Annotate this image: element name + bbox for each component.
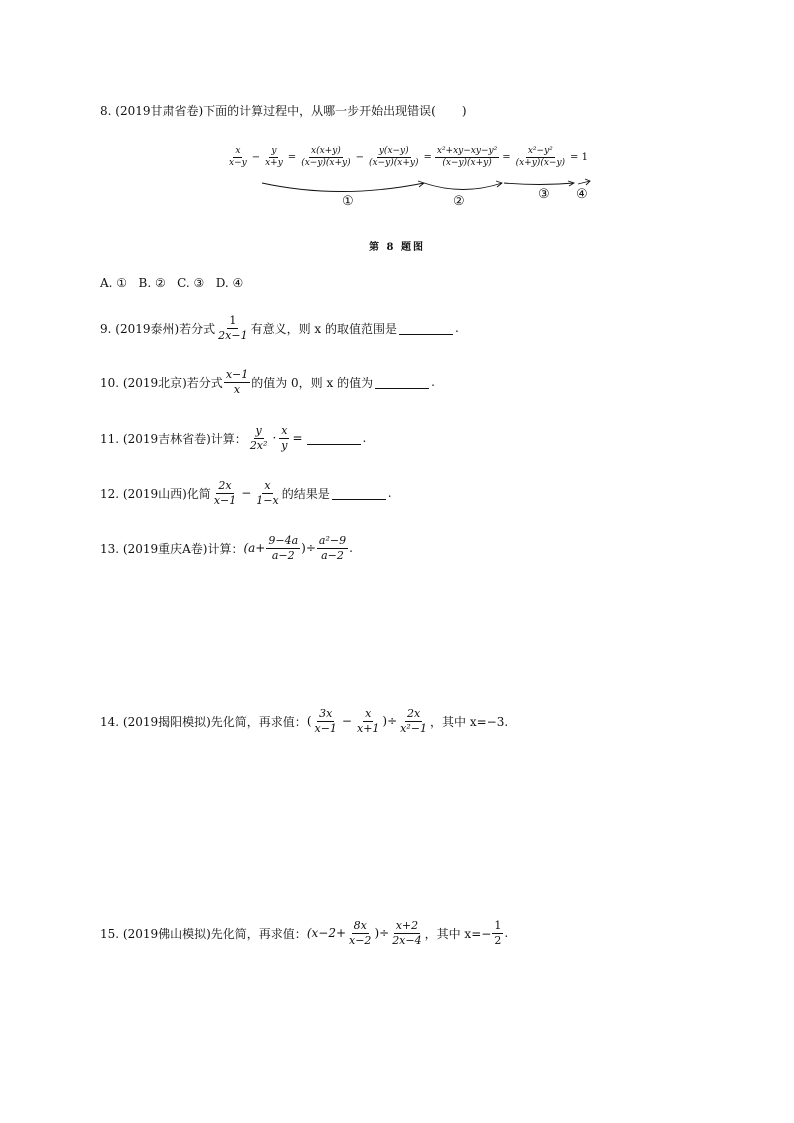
q9-text: 9. (2019泰州)若分式 [100, 321, 216, 336]
fraction: $\frac{2x}{\text{x²−1}}$ [400, 707, 427, 735]
q15-suffix: ，其中 x=− [424, 926, 492, 941]
q8-close: ) [461, 103, 467, 118]
q11: 11. (2019吉林省卷)计算： $\frac{y}{\text{2x²}}$ · $\frac{x}{y}$ = . [100, 424, 367, 452]
answer-blank[interactable] [399, 322, 453, 335]
answer-blank[interactable] [332, 487, 386, 500]
figure-caption: 第 8 题图 [369, 242, 425, 253]
fraction: $\frac{x-1}{x}$ [225, 368, 249, 396]
fraction: $\frac{y}{x+y}$ [265, 146, 283, 169]
q9: 9. (2019泰州)若分式 $\frac{1}{2x-1}$ 有意义，则 x 的取值范围是 . [100, 314, 459, 342]
fraction: $\frac{x+2}{2x-4}$ [392, 919, 422, 947]
q9-suffix: 有意义，则 x 的取值范围是 [250, 321, 397, 336]
result: = 1 [570, 152, 588, 164]
operator: = [502, 152, 511, 164]
q13: 13. (2019重庆A卷)计算： (a+ $\frac{9-4a}{a-2}$ )÷ $\frac{\text{a²−9}}{a-2}$ . [100, 534, 353, 562]
q14-text: 14. (2019揭阳模拟)先化简，再求值： [100, 714, 307, 729]
q15: 15. (2019佛山模拟)先化简，再求值： (x−2+ $\frac{8x}{x-2}$ )÷ $\frac{x+2}{2x-4}$ ，其中 x=− $\frac{1}{2}$ . [100, 919, 509, 947]
arrow-1 [262, 183, 424, 192]
answer-blank[interactable] [375, 376, 429, 389]
fraction: $\frac{2x}{x-1}$ [213, 479, 237, 507]
operator: = [423, 152, 432, 164]
fraction: $\frac{\text{a²−9}}{a-2}$ [318, 534, 347, 562]
fraction: $\frac{1}{2}$ [494, 919, 502, 947]
q8-options [100, 276, 243, 290]
fraction: $\frac{\text{x²+xy−xy−y²}}{(x-y)(x+y)}$ [436, 146, 498, 169]
q10-text: 10. (2019北京)若分式 [100, 375, 223, 390]
marker-1: ① [342, 194, 354, 209]
q13-text: 13. (2019重庆A卷)计算： [100, 541, 244, 556]
q12: 12. (2019山西)化简 $\frac{2x}{x-1}$ − $\frac{x}{1-x}$ 的结果是 . [100, 479, 392, 507]
q15-text: 15. (2019佛山模拟)先化简，再求值： [100, 926, 307, 941]
fraction: $\frac{x}{1-x}$ [256, 479, 279, 507]
fraction: $\frac{1}{2x-1}$ [218, 314, 248, 342]
arrow-2 [424, 183, 502, 190]
q14-suffix: ，其中 x=−3. [430, 714, 509, 729]
fraction: $\frac{9-4a}{a-2}$ [268, 534, 299, 562]
fraction: $\frac{\text{x²−y²}}{(x+y)(x-y)}$ [515, 146, 566, 169]
fraction: $\frac{y}{\text{2x²}}$ [249, 424, 268, 452]
q10: 10. (2019北京)若分式 $\frac{x-1}{x}$ 的值为 0，则 x 的值为 . [100, 368, 435, 396]
q10-suffix: 的值为 0，则 x 的值为 [251, 375, 374, 390]
marker-2: ② [453, 194, 465, 209]
fraction: $\frac{x}{x+1}$ [356, 707, 380, 735]
q11-text: 11. (2019吉林省卷)计算： [100, 431, 247, 446]
q8-text: 8. (2019甘肃省卷)下面的计算过程中，从哪一步开始出现错误( [100, 104, 436, 118]
marker-3: ③ [538, 187, 550, 202]
fraction: $\frac{3x}{x-1}$ [314, 707, 337, 735]
fraction: $\frac{x}{y}$ [281, 424, 288, 452]
fraction: $\frac{x}{x-y}$ [229, 146, 247, 169]
q14: 14. (2019揭阳模拟)先化简，再求值： ( $\frac{3x}{x-1}$ − $\frac{x}{x+1}$ )÷ $\frac{2x}{\text{x²−1}}$ ，其中 x=−3. [100, 707, 509, 735]
fraction: $\frac{8x}{x-2}$ [349, 919, 372, 947]
q12-text: 12. (2019山西)化简 [100, 486, 211, 501]
q12-suffix: 的结果是 [281, 486, 330, 501]
operator: − [355, 152, 365, 164]
fraction: $\frac{x(x+y)}{(x-y)(x+y)}$ [301, 146, 351, 169]
fraction: $\frac{y(x-y)}{(x-y)(x+y)}$ [369, 146, 419, 169]
operator: = [287, 152, 297, 164]
arrow-3 [504, 183, 574, 185]
options-text: A. ① B. ② C. ③ D. ④ [100, 276, 244, 290]
answer-blank[interactable] [307, 432, 361, 445]
marker-4: ④ [576, 187, 588, 202]
operator: − [251, 152, 261, 164]
